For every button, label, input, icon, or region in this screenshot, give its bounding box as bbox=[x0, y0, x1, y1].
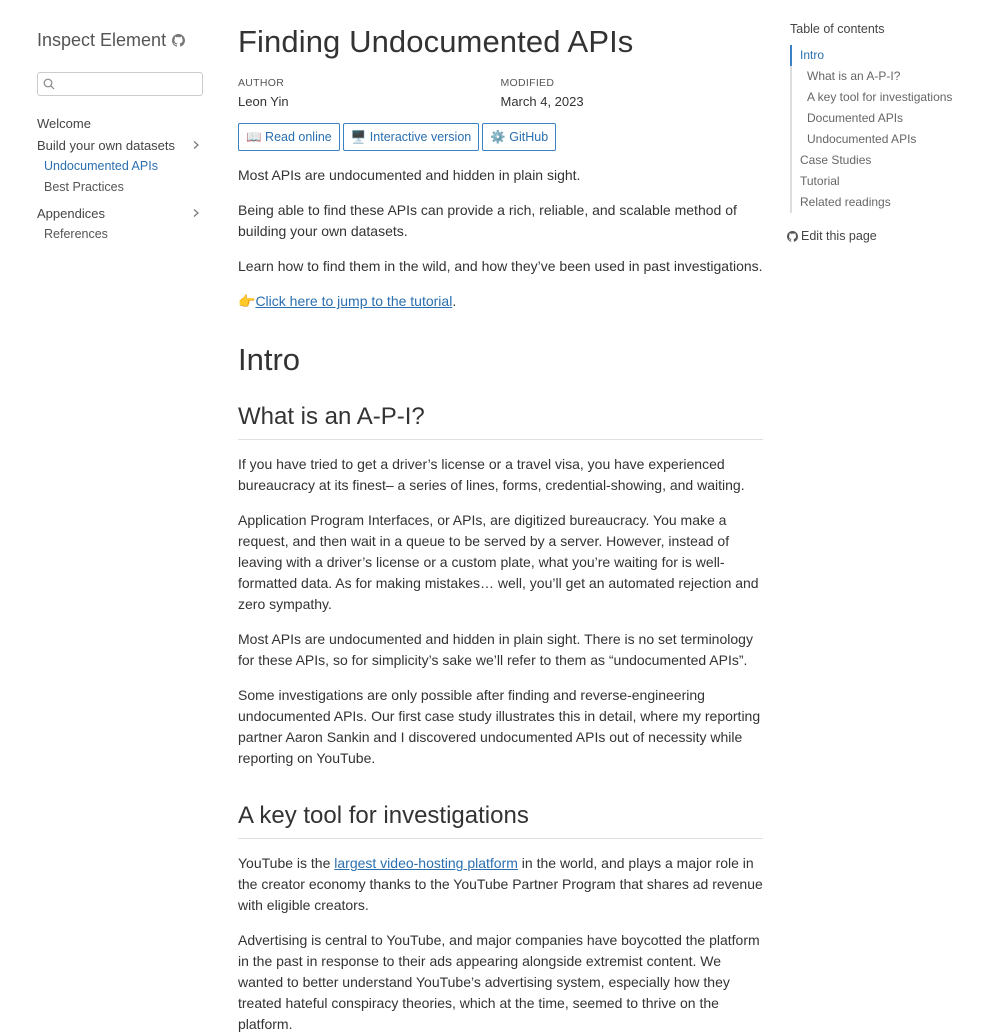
interactive-version-button[interactable]: 🖥️ Interactive version bbox=[343, 123, 479, 151]
toc-item-case-studies[interactable]: Case Studies bbox=[800, 153, 872, 167]
toc-item-documented-apis[interactable]: Documented APIs bbox=[807, 111, 904, 125]
github-icon[interactable] bbox=[172, 34, 185, 47]
toc-item-key-tool[interactable]: A key tool for investigations bbox=[807, 90, 953, 104]
pointing-hand-icon: 👉 bbox=[238, 293, 256, 309]
paragraph: Advertising is central to YouTube, and major companies have boycotted the platform in the past in response to their ads appearing alongside extremist content. We wanted to better understand YouTube’s advertising system, especially how they treated hateful conspiracy theories, which at the time, seemed to thrive on the platform. bbox=[238, 932, 760, 1032]
read-online-button[interactable]: 📖 Read online bbox=[238, 123, 340, 151]
toc-item-intro[interactable]: Intro bbox=[790, 45, 980, 66]
article bbox=[238, 20, 763, 1035]
sidebar-item-references[interactable]: References bbox=[44, 227, 108, 241]
jump-paragraph: 👉Click here to jump to the tutorial. bbox=[238, 293, 457, 309]
paragraph: If you have tried to get a driver’s license or a travel visa, you have experienced bureaucracy at its finest– a series of lines, forms, credential-showing, and waiting. bbox=[238, 456, 745, 493]
modified-label: MODIFIED bbox=[500, 77, 555, 89]
paragraph: YouTube is the largest video-hosting platform in the world, and plays a major role in the creator economy thanks to the YouTube Partner Program that shares ad revenue with eligible creators. bbox=[238, 855, 763, 913]
author-label: AUTHOR bbox=[238, 77, 285, 89]
github-icon bbox=[787, 231, 798, 242]
toc-item-related-readings[interactable]: Related readings bbox=[800, 195, 891, 209]
edit-this-page-link[interactable] bbox=[787, 229, 980, 243]
sidebar-item-best-practices[interactable]: Best Practices bbox=[44, 180, 124, 194]
table-of-contents bbox=[790, 20, 980, 243]
sidebar-item-label: Appendices bbox=[37, 205, 105, 221]
toc-item-what-is-an-api[interactable]: What is an A-P-I? bbox=[807, 69, 901, 83]
modified-date: March 4, 2023 bbox=[500, 94, 584, 109]
article-meta bbox=[238, 77, 763, 109]
paragraph: Application Program Interfaces, or APIs, are digitized bureaucracy. You make a request, and then wait in a queue to be served by a server. However, instead of leaving with a driver’s license or a custom plate, what you’re waiting for is well-formatted data. As for making mistakes… well, you’ll get an automated rejection and zero sympathy. bbox=[238, 512, 759, 612]
sidebar-item-welcome[interactable] bbox=[37, 112, 203, 134]
search-box[interactable] bbox=[37, 72, 203, 96]
largest-video-hosting-platform-link[interactable]: largest video-hosting platform bbox=[334, 855, 518, 871]
sidebar-item-label: Welcome bbox=[37, 115, 91, 131]
jump-to-tutorial-link[interactable]: Click here to jump to the tutorial bbox=[255, 293, 453, 309]
left-sidebar bbox=[37, 28, 203, 245]
paragraph: Being able to find these APIs can provide a rich, reliable, and scalable method of building your own datasets. bbox=[238, 202, 737, 239]
sidebar-item-label: Build your own datasets bbox=[37, 137, 176, 153]
sidebar-item-build-your-own-datasets[interactable] bbox=[37, 134, 203, 156]
paragraph: Most APIs are undocumented and hidden in plain sight. bbox=[238, 167, 581, 183]
sidebar-item-appendices[interactable] bbox=[37, 202, 203, 224]
chevron-right-icon[interactable] bbox=[191, 140, 201, 150]
search-icon bbox=[43, 78, 55, 90]
toc-item-tutorial[interactable]: Tutorial bbox=[800, 174, 840, 188]
paragraph: Most APIs are undocumented and hidden in plain sight. There is no set terminology for these APIs, so for simplicity’s sake we’ll refer to them as “undocumented APIs”. bbox=[238, 631, 753, 668]
section-heading-what-is-an-api: What is an A-P-I? bbox=[238, 398, 763, 440]
page-title: Finding Undocumented APIs bbox=[238, 24, 634, 59]
chevron-right-icon[interactable] bbox=[191, 208, 201, 218]
toc-item-undocumented-apis[interactable]: Undocumented APIs bbox=[807, 132, 917, 146]
search-input[interactable] bbox=[38, 73, 202, 95]
modified-block bbox=[501, 77, 764, 109]
brand[interactable] bbox=[37, 28, 203, 52]
edit-this-page-label: Edit this page bbox=[801, 229, 877, 243]
paragraph: Learn how to find them in the wild, and how they’ve been used in past investigations. bbox=[238, 258, 763, 274]
badge-row bbox=[238, 123, 763, 151]
section-heading-intro: Intro bbox=[238, 342, 301, 377]
brand-title[interactable]: Inspect Element bbox=[37, 29, 167, 50]
toc-list bbox=[790, 45, 980, 213]
toc-title: Table of contents bbox=[790, 22, 885, 36]
author-name: Leon Yin bbox=[238, 94, 289, 109]
github-button[interactable]: ⚙️ GitHub bbox=[482, 123, 556, 151]
section-heading-key-tool: A key tool for investigations bbox=[238, 797, 763, 839]
sidebar-item-undocumented-apis[interactable]: Undocumented APIs bbox=[44, 159, 158, 173]
author-block bbox=[238, 77, 501, 109]
sidebar-nav bbox=[37, 112, 203, 245]
paragraph: Some investigations are only possible after finding and reverse-engineering undocumented APIs. Our first case study illustrates this in detail, where my reporting partner Aaron Sankin and I discovered undocumented APIs out of necessity while reporting on YouTube. bbox=[238, 687, 761, 766]
